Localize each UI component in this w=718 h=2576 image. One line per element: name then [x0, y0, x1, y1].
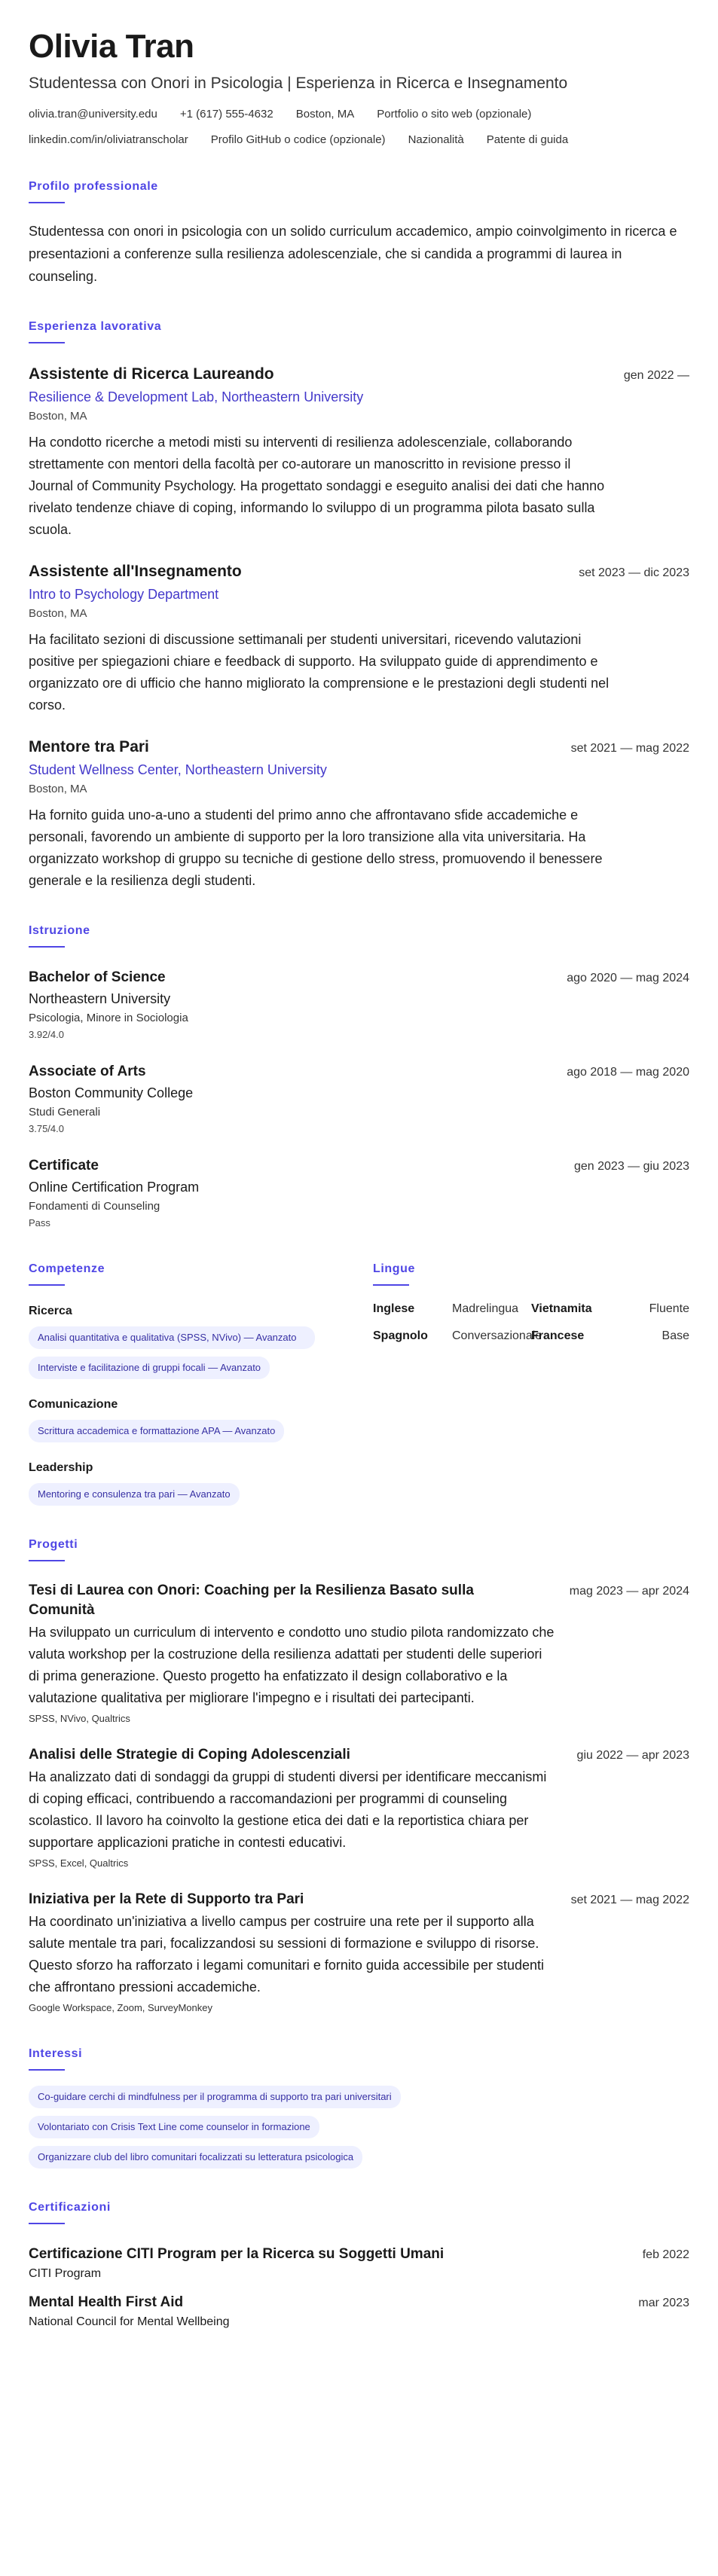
language-level: Conversazionale [452, 1329, 542, 1342]
language-name: Francese [531, 1329, 585, 1342]
section-title: Esperienza lavorativa [29, 320, 162, 333]
job-location: Boston, MA [29, 607, 87, 620]
section-divider [29, 342, 65, 343]
job-description: Ha fornito guida uno-a-uno a studenti del primo anno che affrontavano sfide accademiche e personali, favorendo un ambiente di supporto per la loro transizione alla vita universitaria. Ha organizzato workshop di gruppo su tecniche di gestione dello stress, promuovendo il benessere generale e la resilienza degli studenti. [29, 807, 603, 888]
section-divider [29, 946, 65, 948]
education-entry [29, 969, 689, 1042]
job-entry [29, 737, 689, 892]
degree: Associate of Arts [29, 1064, 146, 1079]
field-of-study: Psicologia, Minore in Sociologia [29, 1012, 188, 1024]
certification-date: feb 2022 [642, 2248, 689, 2261]
skill-group [29, 1304, 345, 1379]
candidate-name: Olivia Tran [29, 28, 194, 65]
section-title: Lingue [373, 1262, 416, 1275]
section-title: Progetti [29, 1538, 78, 1551]
language-name: Spagnolo [373, 1329, 428, 1342]
certification-name: Certificazione CITI Program per la Ricerca su Soggetti Umani [29, 2246, 445, 2262]
contact-linkedin[interactable]: linkedin.com/in/oliviatranscholar [29, 133, 188, 146]
job-date: set 2023 — dic 2023 [579, 566, 689, 579]
interest-pill: Co-guidare cerchi di mindfulness per il programma di supporto tra pari universitari [29, 2086, 401, 2108]
school: Northeastern University [29, 991, 171, 1006]
field-of-study: Fondamenti di Counseling [29, 1200, 160, 1213]
profile-section [29, 179, 689, 288]
skill-pill: Interviste e facilitazione di gruppi focali — Avanzato [29, 1357, 270, 1379]
school: Boston Community College [29, 1085, 194, 1100]
project-date: set 2021 — mag 2022 [570, 1894, 689, 1906]
job-organization: Resilience & Development Lab, Northeastern University [29, 389, 364, 404]
project-tools: SPSS, Excel, Qualtrics [29, 1857, 129, 1869]
section-divider [373, 1284, 409, 1286]
education-section [29, 923, 689, 1230]
language-level: Fluente [649, 1302, 689, 1315]
contact-portfolio[interactable]: Portfolio o sito web (opzionale) [377, 108, 532, 121]
project-description: Ha analizzato dati di sondaggi da gruppi di studenti diversi per identificare meccanismi di coping efficaci, contribuendo a raccomandazioni per programmi di counseling scolastico. Il lavoro ha coinvolto la gestione etica dei dati e la reportistica chiara per supportare applicazioni pratiche in contesti educativi. [29, 1769, 547, 1850]
interests-list [29, 2086, 689, 2169]
contact-location: Boston, MA [295, 108, 355, 121]
skill-pill: Scrittura accademica e formattazione APA — Avanzato [29, 1420, 284, 1442]
skill-group [29, 1460, 345, 1506]
skill-group-name: Leadership [29, 1461, 93, 1474]
contact-info [29, 107, 689, 148]
certification-entry [29, 2294, 689, 2330]
interest-pill: Volontariato con Crisis Text Line come counselor in formazione [29, 2116, 319, 2138]
skill-group-name: Comunicazione [29, 1398, 118, 1411]
job-entry [29, 562, 689, 716]
contact-phone[interactable]: +1 (617) 555-4632 [179, 108, 273, 121]
language-level: Madrelingua [452, 1302, 519, 1315]
skill-group [29, 1397, 345, 1442]
certification-issuer: National Council for Mental Wellbeing [29, 2315, 230, 2328]
job-title: Mentore tra Pari [29, 738, 149, 755]
project-description: Ha coordinato un'iniziativa a livello campus per costruire una rete per il supporto alla salute mentale tra pari, focalizzandosi su sessioni di formazione e sviluppo di risorse. Questo sforzo ha rafforzato i legami comunitari e fornito guida accessibile per studenti che affrontano pressioni accademiche. [29, 1914, 545, 1995]
degree: Certificate [29, 1158, 99, 1174]
project-date: giu 2022 — apr 2023 [576, 1749, 689, 1762]
job-organization: Intro to Psychology Department [29, 587, 219, 602]
section-divider [29, 1560, 65, 1561]
section-title: Interessi [29, 2047, 83, 2060]
skill-pill: Analisi quantitativa e qualitativa (SPSS, NVivo) — Avanzato [29, 1326, 315, 1349]
job-title: Assistente di Ricerca Laureando [29, 365, 274, 383]
profile-summary: Studentessa con onori in psicologia con un solido curriculum accademico, ampio coinvolgimento in ricerca e presentazioni a conferenze sulla resilienza adolescenziale, che si candida a programmi di laurea in counseling. [29, 224, 677, 284]
section-title: Istruzione [29, 924, 90, 937]
project-date: mag 2023 — apr 2024 [569, 1585, 689, 1598]
job-organization: Student Wellness Center, Northeastern University [29, 762, 327, 777]
contact-driving-license: Patente di guida [486, 133, 569, 146]
project-tools: SPSS, NVivo, Qualtrics [29, 1713, 130, 1724]
school: Online Certification Program [29, 1180, 200, 1195]
skill-group-name: Ricerca [29, 1305, 72, 1317]
education-date: ago 2018 — mag 2020 [567, 1066, 689, 1079]
field-of-study: Studi Generali [29, 1106, 101, 1119]
education-entry [29, 1157, 689, 1230]
education-entry [29, 1063, 689, 1136]
project-tools: Google Workspace, Zoom, SurveyMonkey [29, 2002, 212, 2013]
job-description: Ha facilitato sezioni di discussione settimanali per studenti universitari, ricevendo valutazioni positive per spiegazioni chiare e feedback di supporto. Ha sviluppato guide di apprendimento e organizzato ore di ufficio che hanno migliorato la comprensione e le prestazioni degli studenti nel corso. [29, 632, 610, 713]
languages-section [373, 1262, 689, 1506]
certification-issuer: CITI Program [29, 2267, 102, 2280]
section-title: Profilo professionale [29, 180, 158, 193]
section-title: Certificazioni [29, 2201, 111, 2214]
skills-languages-row [29, 1262, 689, 1506]
section-divider [29, 1284, 65, 1286]
job-description: Ha condotto ricerche a metodi misti su interventi di resilienza adolescenziale, collaborando strettamente con mentori della facoltà per co-autorare un manoscritto in revisione presso il Journal of Community Psychology. Ha progettato sondaggi e eseguito analisi dei dati che hanno rivelato tendenze chiave di coping, informando lo sviluppo di un programma pilota basato sulla scuola. [29, 435, 605, 537]
job-location: Boston, MA [29, 783, 87, 795]
language-name: Vietnamita [531, 1302, 592, 1315]
job-location: Boston, MA [29, 410, 87, 423]
section-title: Competenze [29, 1262, 105, 1275]
section-divider [29, 2069, 65, 2071]
project-title: Analisi delle Strategie di Coping Adolescenziali [29, 1747, 350, 1763]
contact-nationality: Nazionalità [408, 133, 464, 146]
grade: 3.75/4.0 [29, 1123, 64, 1134]
project-title: Tesi di Laurea con Onori: Coaching per la Resilienza Basato sulla Comunità [29, 1583, 474, 1618]
projects-section [29, 1537, 689, 2015]
project-entry [29, 1890, 689, 2015]
section-divider [29, 202, 65, 203]
experience-section [29, 319, 689, 892]
skills-section [29, 1262, 345, 1506]
language-level: Base [661, 1329, 689, 1342]
skill-pill: Mentoring e consulenza tra pari — Avanzato [29, 1483, 240, 1506]
project-title: Iniziativa per la Rete di Supporto tra Pari [29, 1891, 304, 1907]
grade: 3.92/4.0 [29, 1029, 64, 1040]
grade: Pass [29, 1217, 50, 1228]
certification-entry [29, 2245, 689, 2281]
interest-pill: Organizzare club del libro comunitari focalizzati su letteratura psicologica [29, 2146, 362, 2169]
job-date: set 2021 — mag 2022 [570, 742, 689, 755]
certification-name: Mental Health First Aid [29, 2294, 184, 2310]
education-date: gen 2023 — giu 2023 [573, 1160, 689, 1173]
project-entry [29, 1581, 689, 1726]
contact-github[interactable]: Profilo GitHub o codice (opzionale) [210, 133, 386, 146]
contact-email[interactable]: olivia.tran@university.edu [29, 108, 157, 121]
job-entry [29, 365, 689, 541]
section-divider [29, 2223, 65, 2224]
headline: Studentessa con Onori in Psicologia | Esperienza in Ricerca e Insegnamento [29, 75, 568, 92]
language-name: Inglese [373, 1302, 415, 1315]
job-title: Assistente all'Insegnamento [29, 563, 242, 580]
degree: Bachelor of Science [29, 969, 166, 985]
project-description: Ha sviluppato un curriculum di intervento e condotto uno studio pilota randomizzato che valuta workshop per la costruzione della resilienza adattati per studenti delle superiori di prima generazione. Questo progetto ha enfatizzato il design collaborativo e la valutazione qualitativa per migliorare l'impegno e i risultati dei partecipanti. [29, 1625, 555, 1705]
certifications-section [29, 2200, 689, 2330]
certification-date: mar 2023 [638, 2297, 689, 2309]
job-date: gen 2022 — [623, 369, 689, 382]
languages-table [373, 1302, 689, 1343]
interests-section [29, 2046, 689, 2169]
education-date: ago 2020 — mag 2024 [567, 972, 689, 984]
project-entry [29, 1745, 689, 1870]
